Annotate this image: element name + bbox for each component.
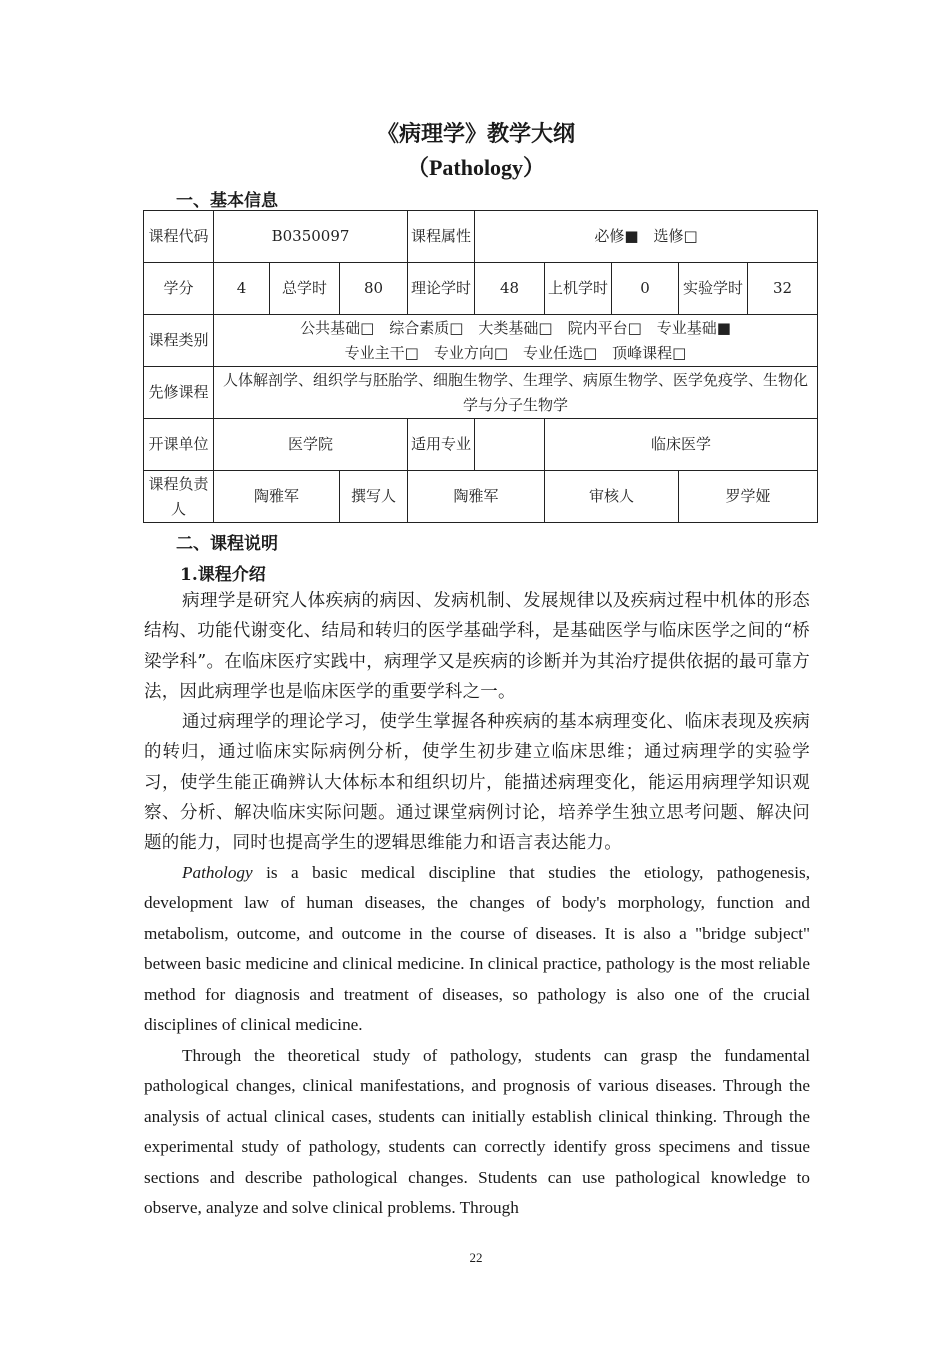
credit-label: 学分 <box>144 263 214 315</box>
theory-hours-value: 48 <box>475 263 545 315</box>
applicable-major-spacer <box>475 419 545 471</box>
basic-info-table <box>143 210 818 523</box>
writer-label: 撰写人 <box>340 471 408 523</box>
section-heading-basic-info: 一、基本信息 <box>176 191 278 211</box>
course-category-value <box>214 315 818 367</box>
computer-hours-value: 0 <box>612 263 679 315</box>
document-title: 《病理学》教学大纲 <box>376 121 575 147</box>
document-subtitle: （Pathology） <box>406 155 546 180</box>
offering-unit-value: 医学院 <box>214 419 408 471</box>
total-hours-label: 总学时 <box>270 263 340 315</box>
chinese-paragraph-2: 通过病理学的理论学习，使学生掌握各种疾病的基本病理变化、临床表现及疾病的转归，通过临床实际病例分析，使学生初步建立临床思维；通过病理学的实验学习，使学生能正确辨认大体标本和组织切片，能描述病理变化，能运用病理学知识观察、分析、解决临床实际问题。通过课堂病例讨论，培养学生独立思考问题、解决问题的能力，同时也提高学生的逻辑思维能力和语言表达能力。 <box>144 712 810 854</box>
course-code-value: B0350097 <box>214 211 408 263</box>
course-leader-label: 课程负责人 <box>144 471 214 523</box>
pathology-italic-term: Pathology <box>182 863 253 882</box>
theory-hours-label: 理论学时 <box>408 263 475 315</box>
offering-unit-label: 开课单位 <box>144 419 214 471</box>
reviewer-label: 审核人 <box>545 471 679 523</box>
course-leader-value: 陶雅军 <box>214 471 340 523</box>
applicable-major-value: 临床医学 <box>545 419 818 471</box>
prerequisite-label: 先修课程 <box>144 367 214 419</box>
chinese-paragraph-1: 病理学是研究人体疾病的病因、发病机制、发展规律以及疾病过程中机体的形态结构、功能代谢变化、结局和转归的医学基础学科，是基础医学与临床医学之间的“桥梁学科”。在临床医疗实践中，病理学又是疾病的诊断并为其治疗提供依据的最可靠方法，因此病理学也是临床医学的重要学科之一。 <box>144 591 810 702</box>
course-category-label: 课程类别 <box>144 315 214 367</box>
course-category-line-1: 公共基础□ 综合素质□ 大类基础□ 院内平台□ 专业基础■ <box>300 318 731 337</box>
lab-hours-value: 32 <box>748 263 818 315</box>
subsection-heading-course-intro: 1.课程介绍 <box>180 565 266 585</box>
applicable-major-label: 适用专业 <box>408 419 475 471</box>
english-paragraph-1-text: is a basic medical discipline that studies the etiology, pathogenesis, development law of human diseases, the changes of body's morphology, function and metabolism, outcome, and outcome in the course of diseases. It is also a "bridge subject" between basic medicine and clinical medicine. In clinical practice, pathology is the most reliable method for diagnosis and treatment of diseases, so pathology is also one of the crucial disciplines of clinical medicine. <box>144 863 810 1035</box>
lab-hours-label: 实验学时 <box>679 263 748 315</box>
computer-hours-label: 上机学时 <box>545 263 612 315</box>
page-number: 22 <box>469 1250 483 1265</box>
course-attribute-label: 课程属性 <box>408 211 475 263</box>
course-code-label: 课程代码 <box>144 211 214 263</box>
course-category-line-2: 专业主干□ 专业方向□ 专业任选□ 顶峰课程□ <box>344 343 687 362</box>
writer-value: 陶雅军 <box>408 471 545 523</box>
total-hours-value: 80 <box>340 263 408 315</box>
english-paragraph-2: Through the theoretical study of pathology, students can grasp the fundamental pathological changes, clinical manifestations, and prognosis of various diseases. Through the analysis of actual clinical cases, students can initially establish clinical thinking. Through the experimental study of pathology, students can correctly identify gross specimens and tissue sections and describe pathological changes. Students can use pathological knowledge to observe, analyze and solve clinical problems. Through <box>144 1046 810 1218</box>
course-attribute-value: 必修■ 选修□ <box>475 211 818 263</box>
section-heading-course-description: 二、课程说明 <box>176 534 278 554</box>
credit-value: 4 <box>214 263 270 315</box>
reviewer-value: 罗学娅 <box>679 471 818 523</box>
prerequisite-value: 人体解剖学、组织学与胚胎学、细胞生物学、生理学、病原生物学、医学免疫学、生物化学与分子生物学 <box>214 367 818 419</box>
english-paragraph-1 <box>144 858 810 1040</box>
